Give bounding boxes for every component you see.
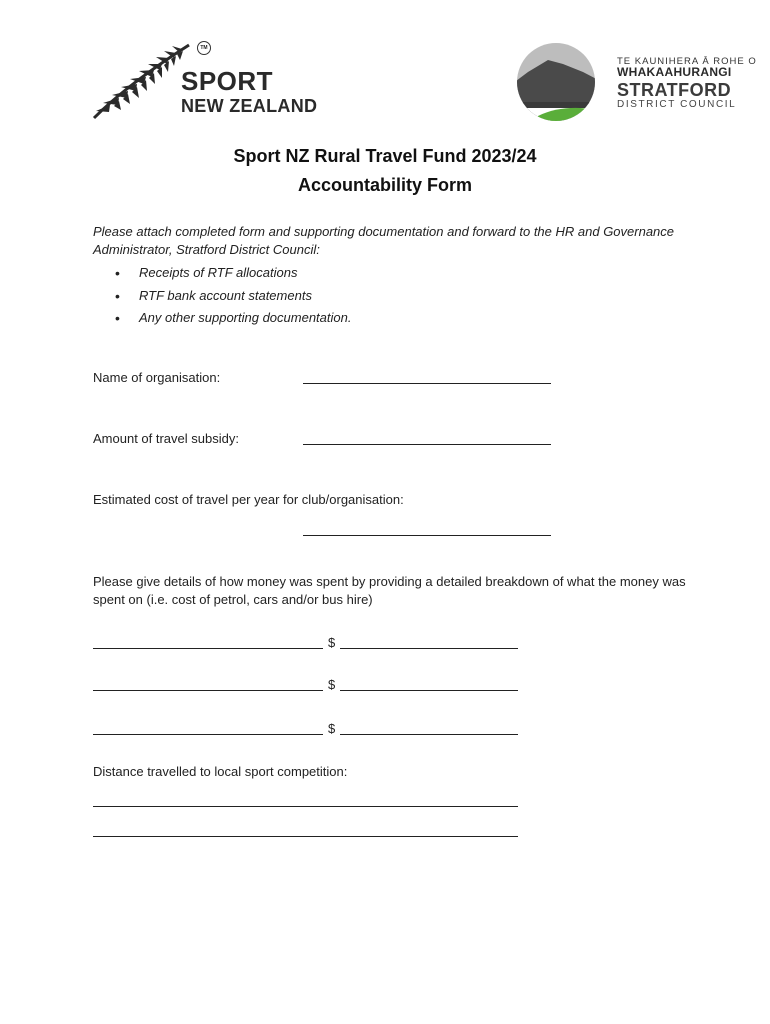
stratford-mountain-icon <box>508 42 606 122</box>
breakdown-item-input-1[interactable] <box>93 648 323 649</box>
council-subtitle: TE KAUNIHERA Ā ROHE O <box>617 56 757 67</box>
distance-input-1[interactable] <box>93 806 518 807</box>
organisation-input[interactable] <box>303 383 551 384</box>
estimated-cost-label: Estimated cost of travel per year for club/organisation: <box>93 492 404 507</box>
breakdown-item-input-3[interactable] <box>93 734 323 735</box>
intro-text: Please attach completed form and supporting documentation and forward to the HR and Governance Administrator, Stratford District Council: <box>93 224 675 257</box>
organisation-label: Name of organisation: <box>93 370 221 385</box>
silver-fern-icon <box>92 40 192 122</box>
list-item: • Any other supporting documentation. <box>115 309 351 332</box>
sport-nz-logo-line1: SPORT <box>181 66 274 96</box>
form-title: Sport NZ Rural Travel Fund 2023/24 <box>233 146 537 166</box>
attachment-list <box>115 264 351 332</box>
breakdown-amount-input-2[interactable] <box>340 690 518 691</box>
estimated-cost-input[interactable] <box>303 535 551 536</box>
subsidy-label: Amount of travel subsidy: <box>93 431 239 446</box>
breakdown-amount-input-3[interactable] <box>340 734 518 735</box>
list-item: • RTF bank account statements <box>115 287 351 310</box>
distance-label: Distance travelled to local sport competition: <box>93 764 348 779</box>
breakdown-item-input-2[interactable] <box>93 690 323 691</box>
council-label: DISTRICT COUNCIL <box>617 99 737 110</box>
distance-input-2[interactable] <box>93 836 518 837</box>
currency-symbol: $ <box>328 721 336 736</box>
breakdown-instructions: Please give details of how money was spent by providing a detailed breakdown of what the money was spent on (i.e. cost of petrol, cars and/or bus hire) <box>93 574 686 607</box>
form-subtitle: Accountability Form <box>297 175 472 195</box>
subsidy-input[interactable] <box>303 444 551 445</box>
currency-symbol: $ <box>328 635 336 650</box>
sport-nz-logo-line2: NEW ZEALAND <box>181 96 318 116</box>
breakdown-amount-input-1[interactable] <box>340 648 518 649</box>
council-name: STRATFORD <box>617 80 732 100</box>
currency-symbol: $ <box>328 677 336 692</box>
list-item: • Receipts of RTF allocations <box>115 264 351 287</box>
trademark-mark: TM <box>197 41 211 55</box>
council-maori-name: WHAKAAHURANGI <box>617 65 732 79</box>
